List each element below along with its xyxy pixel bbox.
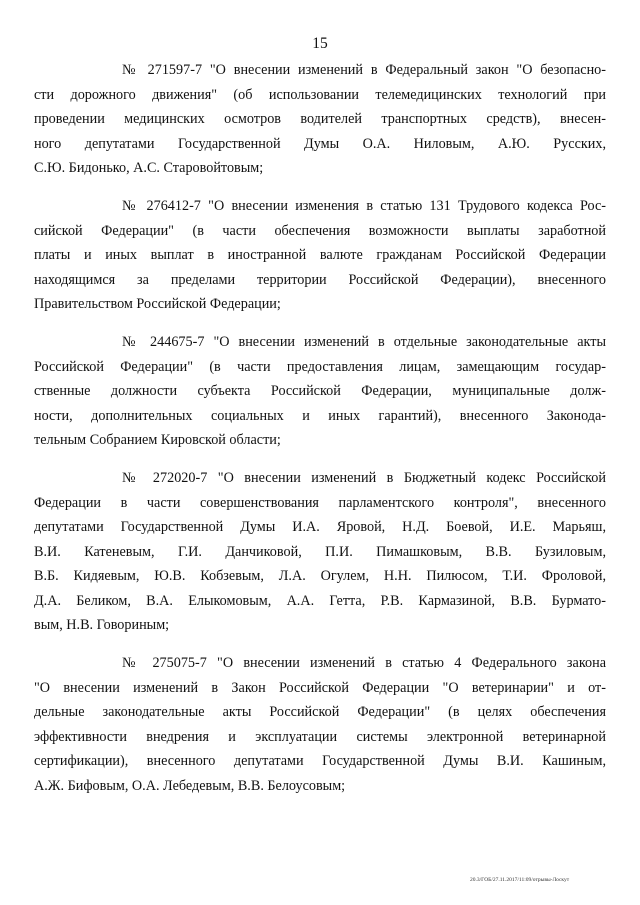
text-line: № 271597-7 "О внесении изменений в Федеральный закон "О безопасно- bbox=[122, 62, 606, 78]
paragraph bbox=[34, 58, 606, 181]
text-line: Федерации в части совершенствования парламентского контроля", внесенного bbox=[34, 494, 606, 511]
text-line: дельные законодательные акты Российской Федерации" (в целях обеспечения bbox=[34, 704, 606, 721]
paragraph bbox=[34, 330, 606, 453]
text-line: Правительством Российской Федерации; bbox=[34, 296, 281, 313]
text-line: сти дорожного движения" (об использовании телемедицинских технологий при bbox=[34, 86, 606, 103]
text-line: депутатами Государственной Думы И.А. Яровой, Н.Д. Боевой, И.Е. Марьяш, bbox=[34, 519, 606, 536]
document-body bbox=[34, 58, 606, 812]
page-number: 15 bbox=[312, 35, 328, 52]
text-line: В.Б. Кидяевым, Ю.В. Кобзевым, Л.А. Огулем, Н.Н. Пилюсом, Т.И. Фроловой, bbox=[34, 568, 606, 585]
text-line: ного депутатами Государственной Думы О.А. Ниловым, А.Ю. Русских, bbox=[34, 135, 606, 152]
paragraph bbox=[34, 194, 606, 317]
text-line: Российской Федерации" (в части предоставления лицам, замещающим государ- bbox=[34, 358, 606, 375]
paragraph bbox=[34, 651, 606, 799]
text-line: № 276412-7 "О внесении изменения в статью 131 Трудового кодекса Рос- bbox=[122, 197, 606, 214]
text-line: ности, дополнительных социальных и иных гарантий), внесенного Законода- bbox=[34, 407, 606, 424]
text-line: сертификации), внесенного депутатами Государственной Думы В.И. Кашиным, bbox=[34, 753, 606, 770]
text-line: "О внесении изменений в Закон Российской Федерации "О ветеринарии" и от- bbox=[34, 679, 606, 696]
footer-code: 20.3/ГОБ/27.11.2017/11:09/отрывы-Лоскут bbox=[470, 877, 570, 883]
text-line: № 272020-7 "О внесении изменений в Бюджетный кодекс Российской bbox=[122, 469, 606, 486]
text-line: А.Ж. Бифовым, О.А. Лебедевым, В.В. Белоусовым; bbox=[34, 778, 346, 795]
text-line: находящимся за пределами территории Российской Федерации), внесенного bbox=[34, 271, 606, 288]
text-line: В.И. Катеневым, Г.И. Данчиковой, П.И. Пимашковым, В.В. Бузиловым, bbox=[34, 543, 606, 560]
text-line: С.Ю. Бидонько, А.С. Старовойтовым; bbox=[34, 160, 264, 177]
text-line: сийской Федерации" (в части обеспечения возможности выплаты заработной bbox=[34, 222, 606, 239]
text-line: ственные должности субъекта Российской Федерации, муниципальные долж- bbox=[34, 383, 606, 400]
text-line: проведении медицинских осмотров водителей транспортных средств), внесен- bbox=[34, 111, 606, 128]
text-line: № 275075-7 "О внесении изменений в статью 4 Федерального закона bbox=[122, 655, 606, 672]
paragraph bbox=[34, 466, 606, 638]
text-line: эффективности внедрения и эксплуатации системы электронной ветеринарной bbox=[34, 728, 606, 745]
text-line: Д.А. Беликом, В.А. Елыкомовым, А.А. Гетта, Р.В. Кармазиной, В.В. Бурмато- bbox=[34, 592, 606, 609]
text-line: тельным Собранием Кировской области; bbox=[34, 432, 281, 449]
text-line: вым, Н.В. Говориным; bbox=[34, 617, 170, 634]
text-line: № 244675-7 "О внесении изменений в отдельные законодательные акты bbox=[122, 333, 606, 350]
text-line: платы и иных выплат в иностранной валюте гражданам Российской Федерации bbox=[34, 247, 606, 264]
